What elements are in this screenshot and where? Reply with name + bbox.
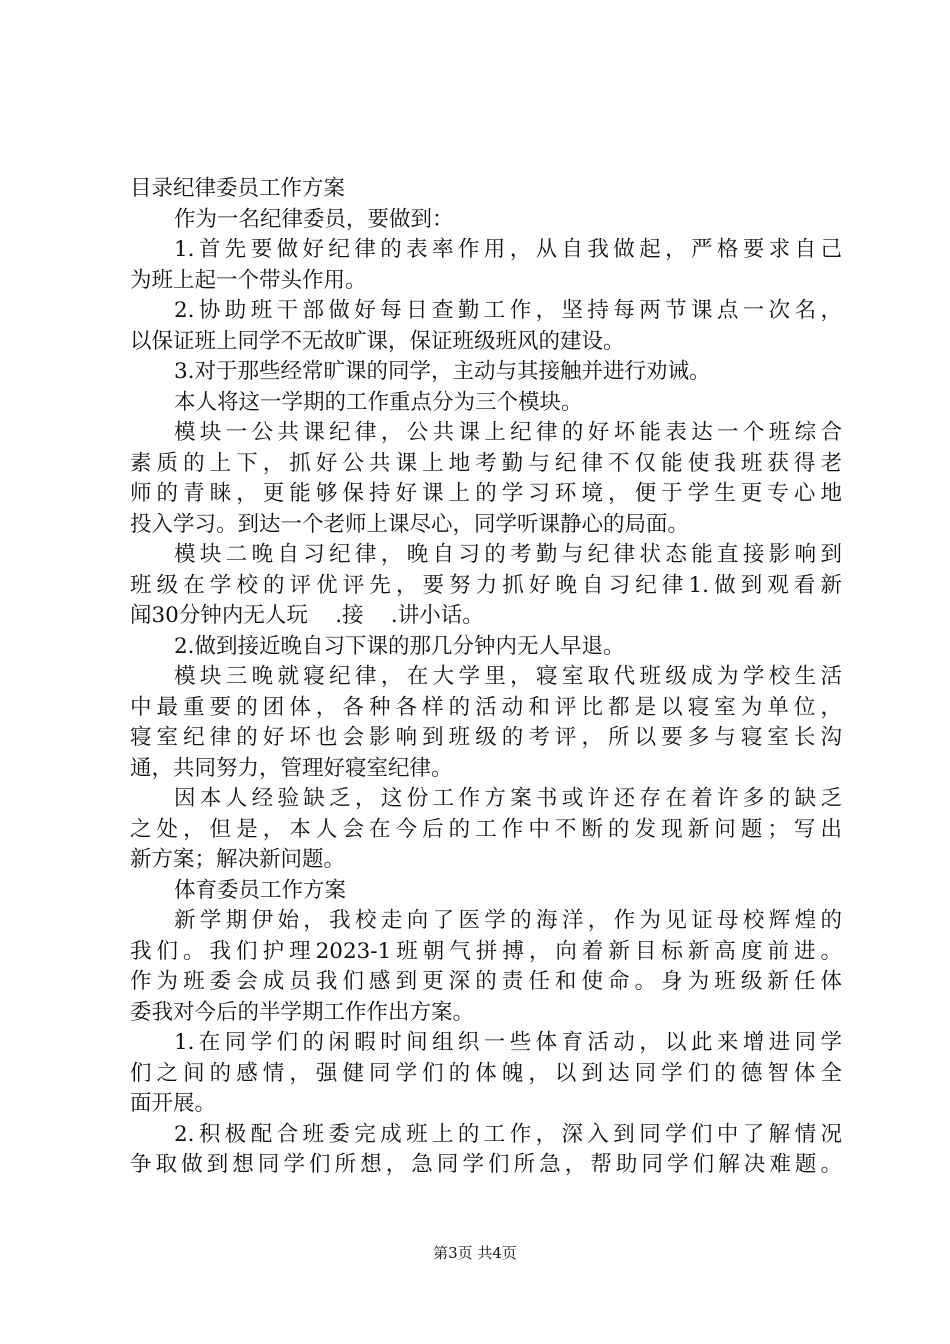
text-line: 模块一公共课纪律，公共课上纪律的好坏能表达一个班综合 xyxy=(174,420,842,445)
text-line: 中最重要的团体，各种各样的活动和评比都是以寝室为单位， xyxy=(130,694,842,720)
text-line: 新方案；解决新问题。 xyxy=(130,847,346,872)
text-line: 1.首先要做好纪律的表率作用，从自我做起，严格要求自己 xyxy=(174,237,842,262)
text-line: 委我对今后的半学期工作作出方案。 xyxy=(130,999,475,1025)
text-line: 3.对于那些经常旷课的同学，主动与其接触并进行劝诫。 xyxy=(174,359,711,384)
text-line: 我们。我们护理2023-1班朝气拼搏，向着新目标新高度前进。 xyxy=(130,938,842,964)
text-line: 通，共同努力，管理好寝室纪律。 xyxy=(130,755,453,781)
text-line: 投入学习。到达一个老师上课尽心，同学听课静心的局面。 xyxy=(130,511,690,537)
text-line: 新学期伊始，我校走向了医学的海洋，作为见证母校辉煌的 xyxy=(174,908,842,933)
text-line: 们之间的感情，强健同学们的体魄，以到达同学们的德智体全 xyxy=(130,1060,842,1086)
text-line: 争取做到想同学们所想，急同学们所急，帮助同学们解决难题。 xyxy=(130,1152,842,1177)
text-line: 素质的上下，抓好公共课上地考勤与纪律不仅能使我班获得老 xyxy=(130,450,842,476)
document-body xyxy=(130,174,842,1181)
text-line: 因本人经验缺乏，这份工作方案书或许还存在着许多的缺乏 xyxy=(174,786,842,811)
text-line: 2.做到接近晚自习下课的那几分钟内无人早退。 xyxy=(174,633,625,659)
text-line: 体育委员工作方案 xyxy=(174,877,347,903)
text-line: 模块二晚自习纪律，晚自习的考勤与纪律状态能直接影响到 xyxy=(174,542,842,567)
text-line: 闻30分钟内无人玩 .接 .讲小话。 xyxy=(130,603,484,628)
text-line: 之处，但是，本人会在今后的工作中不断的发现新问题；写出 xyxy=(130,816,842,842)
text-line: 1.在同学们的闲暇时间组织一些体育活动，以此来增进同学 xyxy=(174,1030,842,1055)
text-line: 2.协助班干部做好每日查勤工作，坚持每两节课点一次名， xyxy=(174,298,842,323)
text-line: 寝室纪律的好坏也会影响到班级的考评，所以要多与寝室长沟 xyxy=(130,725,842,750)
text-line: 本人将这一学期的工作重点分为三个模块。 xyxy=(174,389,583,415)
text-line: 面开展。 xyxy=(130,1091,217,1116)
text-line: 2.积极配合班委完成班上的工作，深入到同学们中了解情况 xyxy=(174,1121,842,1147)
text-line: 作为一名纪律委员，要做到： xyxy=(174,206,454,232)
text-line: 模块三晚就寝纪律，在大学里，寝室取代班级成为学校生活 xyxy=(174,664,842,689)
text-line: 作为班委会成员我们感到更深的责任和使命。身为班级新任体 xyxy=(130,969,842,994)
document-title-line: 目录纪律委员工作方案 xyxy=(130,176,346,201)
text-line: 为班上起一个带头作用。 xyxy=(130,267,367,293)
text-line: 班级在学校的评优评先，要努力抓好晚自习纪律1.做到观看新 xyxy=(130,572,842,598)
text-line: 以保证班上同学不无故旷课，保证班级班风的建设。 xyxy=(130,328,625,354)
text-line: 师的青睐，更能够保持好课上的学习环境，便于学生更专心地 xyxy=(130,481,842,506)
page-footer: 第3页 共4页 xyxy=(433,1244,517,1262)
